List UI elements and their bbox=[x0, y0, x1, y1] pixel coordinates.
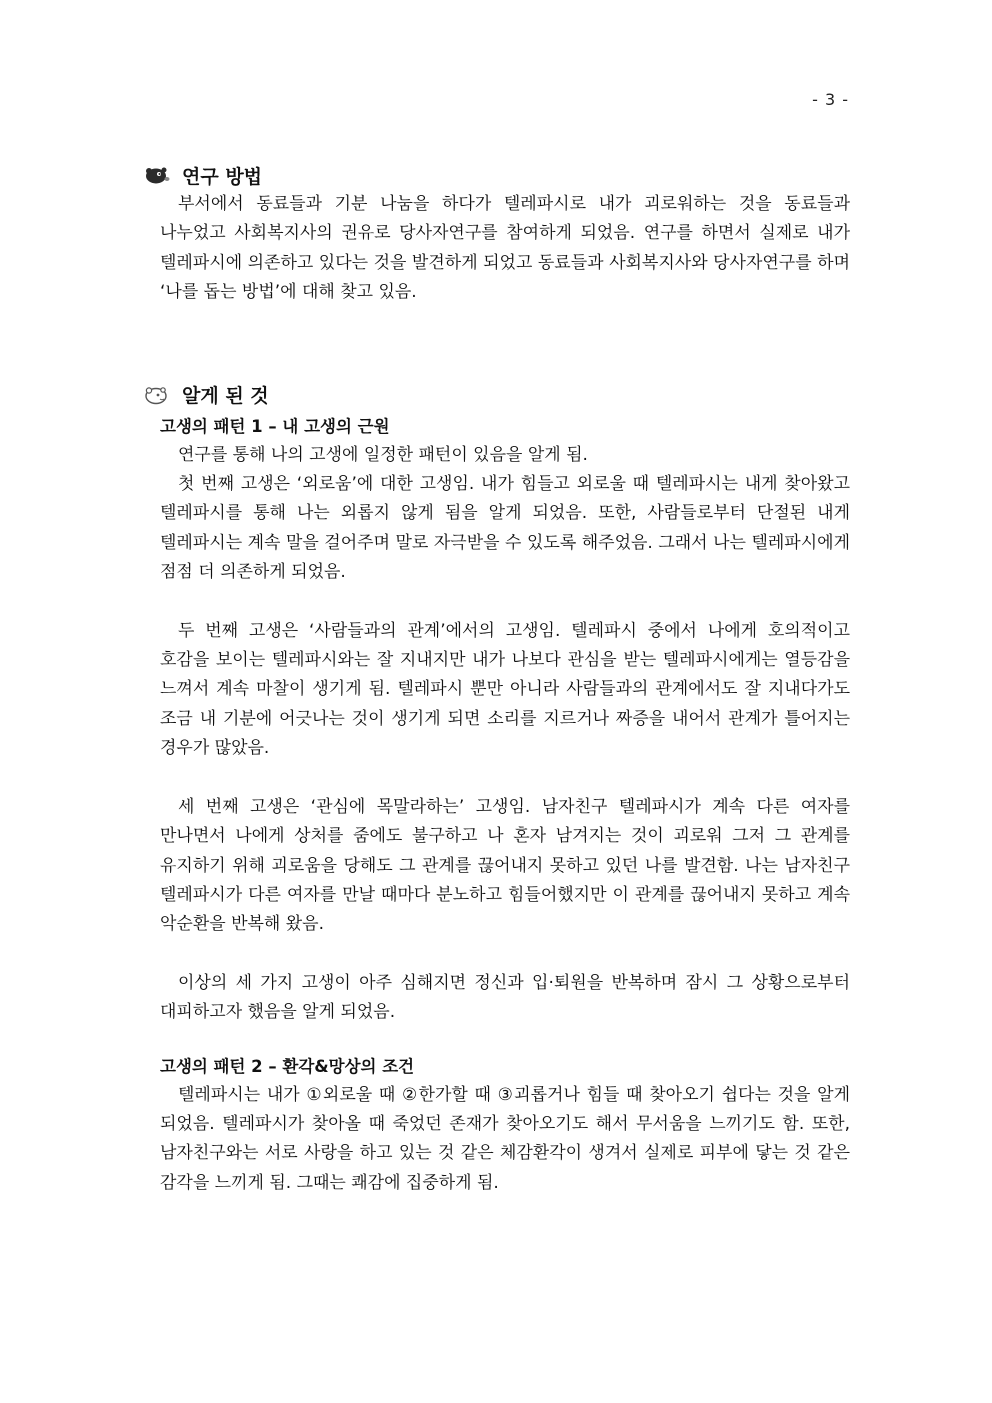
pattern1-paragraph-4: 이상의 세 가지 고생이 아주 심해지면 정신과 입·퇴원을 반복하며 잠시 그 상황으로부터 대피하고자 했음을 알게 되었음. bbox=[160, 972, 850, 1023]
section-title: 알게 된 것 bbox=[182, 385, 269, 408]
section-title: 연구 방법 bbox=[182, 165, 263, 188]
section-heading-findings bbox=[142, 380, 850, 410]
section-heading-research-method bbox=[142, 160, 850, 190]
pattern1-paragraph-2: 두 번째 고생은 ‘사람들과의 관계’에서의 고생임. 텔레파시 중에서 나에게 호의적이고 호감을 보이는 텔레파시와는 잘 지내지만 내가 나보다 관심을 받는 텔레파시에게는 열등감을 느껴서 계속 마찰이 생기게 됨. 텔레파시 뿐만 아니라 사람들과의 관계에서도 잘 지내다가도 조금 내 기분에 어긋나는 것이 생기게 되면 소리를 지르거나 짜증을 내어서 관계가 틀어지는 경우가 많았음. bbox=[160, 620, 850, 759]
pattern1-intro: 연구를 통해 나의 고생에 일정한 패턴이 있음을 알게 됨. bbox=[178, 444, 588, 465]
research-method-paragraph: 부서에서 동료들과 기분 나눔을 하다가 텔레파시로 내가 괴로워하는 것을 동료들과 나누었고 사회복지사의 권유로 당사자연구를 참여하게 되었음. 연구를 하면서 실제로 내가 텔레파시에 의존하고 있다는 것을 발견하게 되었고 동료들과 사회복지사와 당사자연구를 하며 ‘나를 돕는 방법’에 대해 찾고 있음. bbox=[160, 194, 850, 303]
page-content bbox=[160, 160, 850, 1198]
pattern1-title: 고생의 패턴 1 – 내 고생의 근원 bbox=[160, 416, 390, 436]
pattern2-title: 고생의 패턴 2 – 환각&망상의 조건 bbox=[160, 1056, 415, 1076]
dark-blob-bullet-icon bbox=[142, 164, 170, 186]
pattern1-paragraph-1: 첫 번째 고생은 ‘외로움’에 대한 고생임. 내가 힘들고 외로울 때 텔레파시는 내게 찾아왔고 텔레파시를 통해 나는 외롭지 않게 됨을 알게 되었음. 또한, 사람들로부터 단절된 내게 텔레파시는 계속 말을 걸어주며 말로 자극받을 수 있도록 해주었음. 그래서 나는 텔레파시에게 점점 더 의존하게 되었음. bbox=[160, 474, 850, 583]
outline-blob-bullet-icon bbox=[142, 384, 170, 406]
pattern1-paragraph-3: 세 번째 고생은 ‘관심에 목말라하는’ 고생임. 남자친구 텔레파시가 계속 다른 여자를 만나면서 나에게 상처를 줌에도 불구하고 나 혼자 남겨지는 것이 괴로워 그저 그 관계를 유지하기 위해 괴로움을 당해도 그 관계를 끊어내지 못하고 있던 나를 발견함. 나는 남자친구 텔레파시가 다른 여자를 만날 때마다 분노하고 힘들어했지만 이 관계를 끊어내지 못하고 계속 악순환을 반복해 왔음. bbox=[160, 796, 850, 935]
pattern2-paragraph-1: 텔레파시는 내가 ①외로울 때 ②한가할 때 ③괴롭거나 힘들 때 찾아오기 쉽다는 것을 알게 되었음. 텔레파시가 찾아올 때 죽었던 존재가 찾아오기도 해서 무서움을 느끼기도 함. 또한, 남자친구와는 서로 사랑을 하고 있는 것 같은 체감환각이 생겨서 실제로 피부에 닿는 것 같은 감각을 느끼게 됨. 그때는 쾌감에 집중하게 됨. bbox=[160, 1084, 850, 1193]
page-number: - 3 - bbox=[812, 90, 849, 109]
